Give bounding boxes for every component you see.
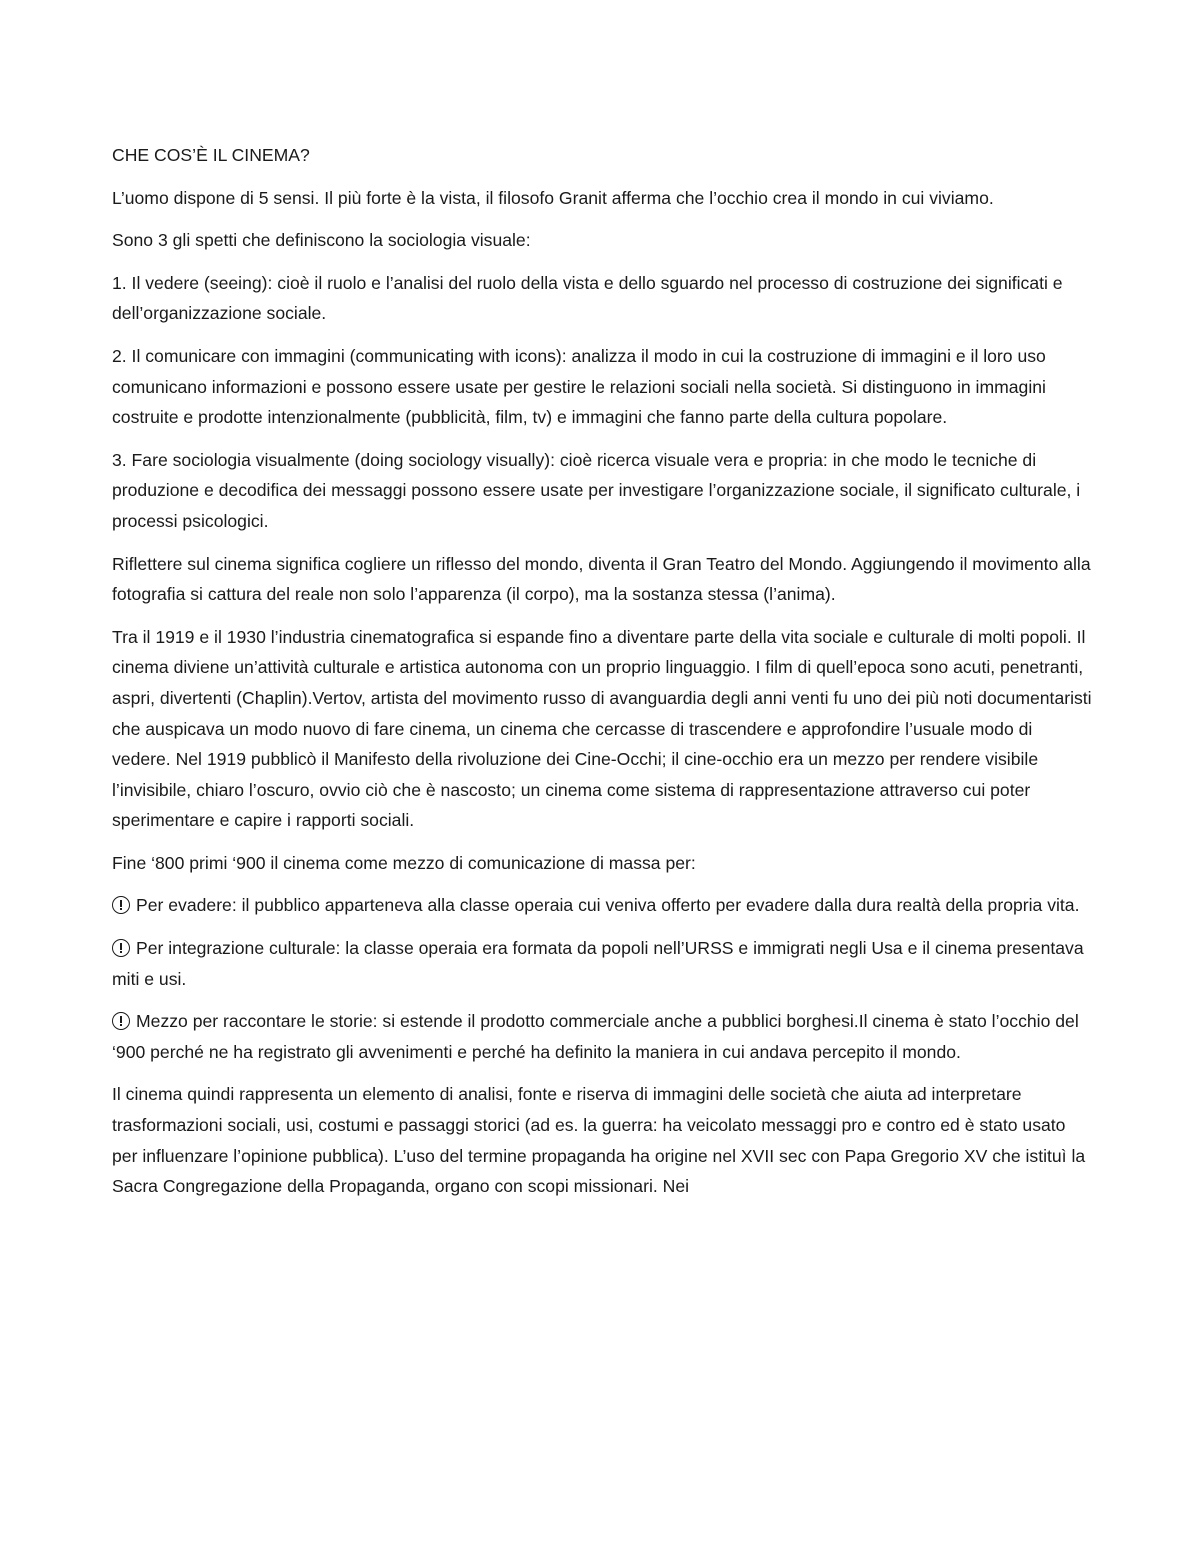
- exclamation-circle-icon: [112, 896, 130, 914]
- bullet-text: Mezzo per raccontare le storie: si estende il prodotto commerciale anche a pubblici borghesi.Il cinema è stato l’occhio del ‘900 perché ne ha registrato gli avvenimenti e perché ha definito la maniera in cui andava percepito il mondo.: [112, 1011, 1079, 1062]
- exclamation-circle-icon: [112, 1012, 130, 1030]
- paragraph-communicating: 2. Il comunicare con immagini (communicating with icons): analizza il modo in cui la costruzione di immagini e il loro uso comunicano informazioni e possono essere usate per gestire le relazioni sociali nella società. Si distinguono in immagini costruite e prodotte intenzionalmente (pubblicità, film, tv) e immagini che fanno parte della cultura popolare.: [112, 345, 1046, 428]
- bullet-item: [112, 1006, 1092, 1067]
- paragraph-aspects-intro: Sono 3 gli spetti che definiscono la sociologia visuale:: [112, 230, 531, 251]
- bullet-item: [112, 933, 1092, 994]
- bullet-text: Per integrazione culturale: la classe operaia era formata da popoli nell’URSS e immigrati negli Usa e il cinema presentava miti e usi.: [112, 938, 1084, 989]
- document-title: CHE COS’È IL CINEMA?: [112, 145, 310, 165]
- paragraph-closing: Il cinema quindi rappresenta un elemento di analisi, fonte e riserva di immagini delle società che aiuta ad interpretare trasformazioni sociali, usi, costumi e passaggi storici (ad es. la guerra: ha veicolato messaggi pro e contro ed è stato usato per influenzare l’opinione pubblica). L’uso del termine propaganda ha origine nel XVII sec con Papa Gregorio XV che istituì la Sacra Congregazione della Propaganda, organo con scopi missionari. Nei: [112, 1084, 1086, 1197]
- paragraph-mass-media-intro: Fine ‘800 primi ‘900 il cinema come mezzo di comunicazione di massa per:: [112, 852, 696, 873]
- paragraph-reflecting: Riflettere sul cinema significa cogliere un riflesso del mondo, diventa il Gran Teatro del Mondo. Aggiungendo il movimento alla fotografia si cattura del reale non solo l’apparenza (il corpo), ma la sostanza stessa (l’anima).: [112, 553, 1091, 605]
- paragraph-senses: L’uomo dispone di 5 sensi. Il più forte è la vista, il filosofo Granit afferma che l’occhio crea il mondo in cui viviamo.: [112, 187, 994, 208]
- document-page: [112, 140, 1092, 1214]
- paragraph-history: Tra il 1919 e il 1930 l’industria cinematografica si espande fino a diventare parte della vita sociale e culturale di molti popoli. Il cinema diviene un’attività culturale e artistica autonoma con un proprio linguaggio. I film di quell’epoca sono acuti, penetranti, aspri, divertenti (Chaplin).Vertov, artista del movimento russo di avanguardia degli anni venti fu uno dei più noti documentaristi che auspicava un modo nuovo di fare cinema, un cinema che cercasse di trascendere e approfondire l’usuale modo di vedere. Nel 1919 pubblicò il Manifesto della rivoluzione dei Cine-Occhi; il cine-occhio era un mezzo per rendere visibile l’invisibile, chiaro l’oscuro, ovvio ciò che è nascosto; un cinema come sistema di rappresentazione attraverso cui poter sperimentare e capire i rapporti sociali.: [112, 626, 1092, 831]
- paragraph-seeing: 1. Il vedere (seeing): cioè il ruolo e l’analisi del ruolo della vista e dello sguardo nel processo di costruzione dei significati e dell’organizzazione sociale.: [112, 272, 1063, 324]
- bullet-text: Per evadere: il pubblico apparteneva alla classe operaia cui veniva offerto per evadere dalla dura realtà della propria vita.: [136, 895, 1080, 916]
- exclamation-circle-icon: [112, 939, 130, 957]
- paragraph-doing-sociology: 3. Fare sociologia visualmente (doing sociology visually): cioè ricerca visuale vera e propria: in che modo le tecniche di produzione e decodifica dei messaggi possono essere usate per investigare l’organizzazione sociale, il significato culturale, i processi psicologici.: [112, 449, 1081, 531]
- bullet-item: [112, 890, 1092, 921]
